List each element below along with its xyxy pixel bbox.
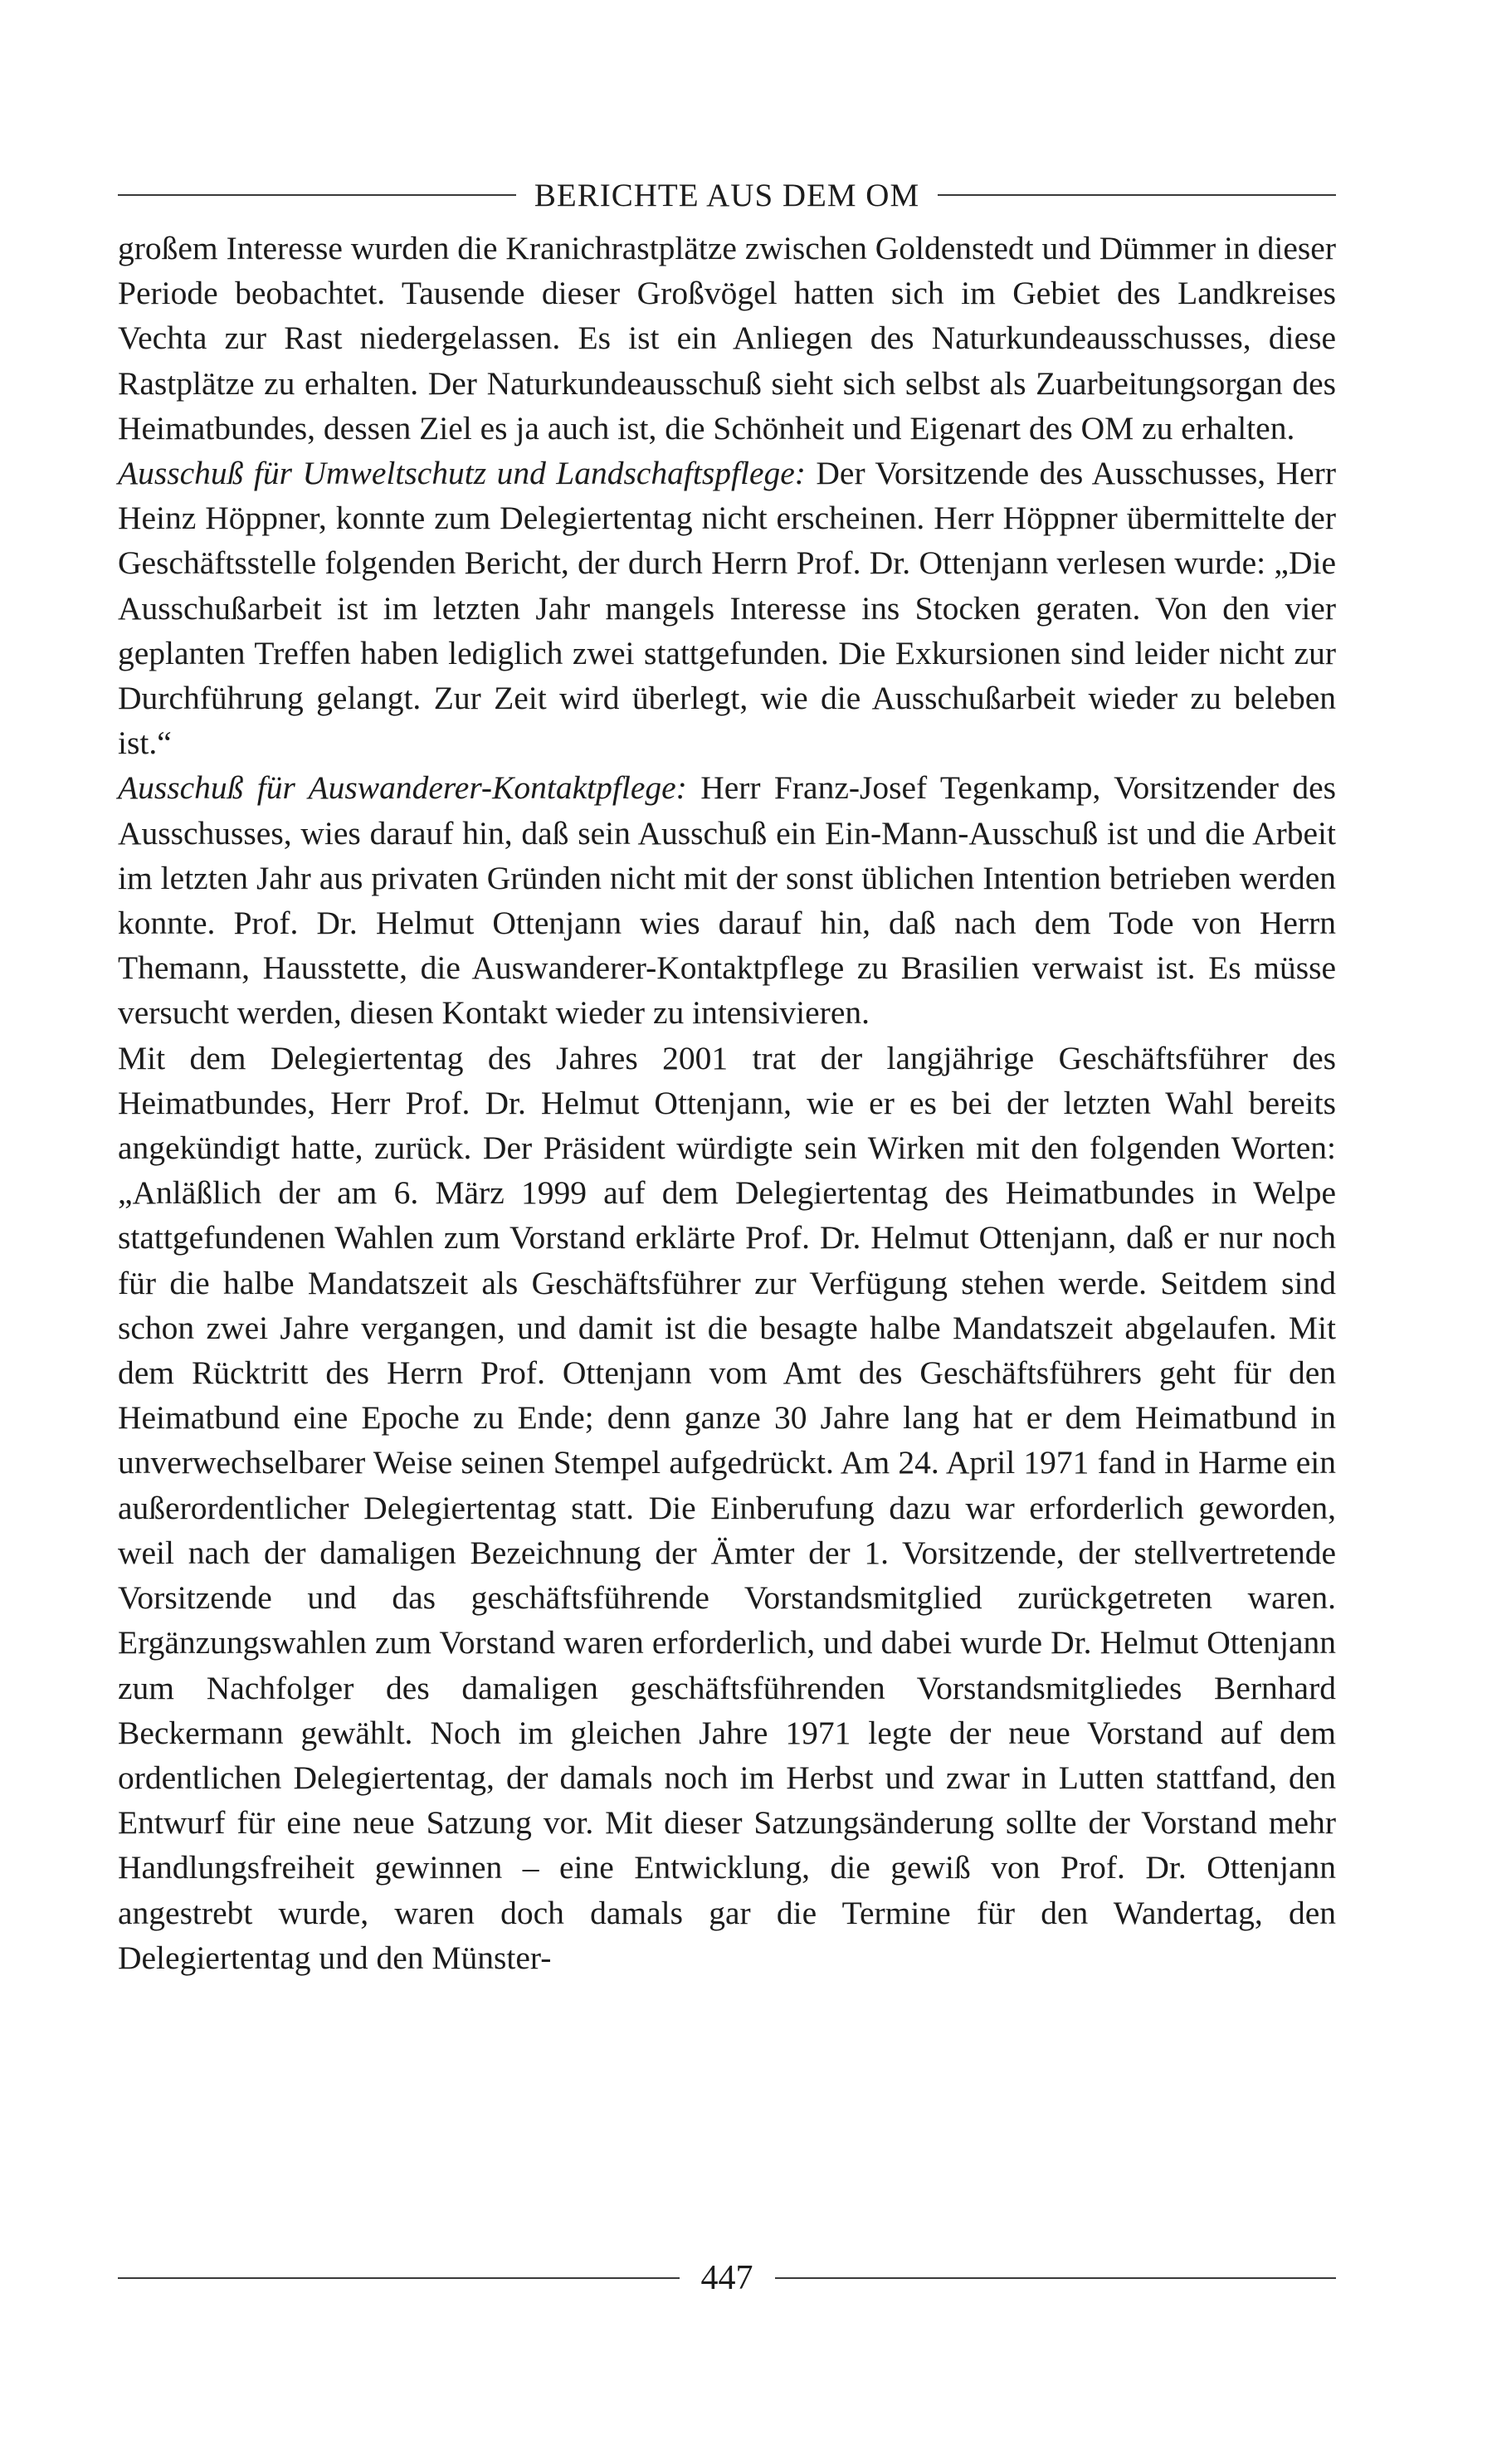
- paragraph-text: Mit dem Delegiertentag des Jahres 2001 trat der langjährige Geschäftsführer des Heimatbundes, Herr Prof. Dr. Helmut Ottenjann, wie er es bei der letzten Wahl bereits angekündigt hatte, zurück. Der Präsident würdigte sein Wirken mit den folgenden Worten: „Anläßlich der am 6. März 1999 auf dem Delegiertentag des Heimatbundes in Welpe stattgefundenen Wahlen zum Vorstand erklärte Prof. Dr. Helmut Ottenjann, daß er nur noch für die halbe Mandatszeit als Geschäftsführer zur Verfügung stehen werde. Seitdem sind schon zwei Jahre vergangen, und damit ist die besagte halbe Mandatszeit abgelaufen. Mit dem Rücktritt des Herrn Prof. Ottenjann vom Amt des Geschäftsführers geht für den Heimatbund eine Epoche zu Ende; denn ganze 30 Jahre lang hat er dem Heimatbund in unverwechselbarer Weise seinen Stempel aufgedrückt. Am 24. April 1971 fand in Harme ein außerordentlicher Delegiertentag statt. Die Einberufung dazu war erforderlich geworden, weil nach der damaligen Bezeichnung der Ämter der 1. Vorsitzende, der stellvertretende Vorsitzende und das geschäftsführende Vorstandsmitglied zurückgetreten waren. Ergänzungswahlen zum Vorstand waren erforderlich, und dabei wurde Dr. Helmut Ottenjann zum Nachfolger des damaligen geschäftsführenden Vorstandsmitgliedes Bernhard Beckermann gewählt. Noch im gleichen Jahre 1971 legte der neue Vorstand auf dem ordentlichen Delegiertentag, der damals noch im Herbst und zwar in Lutten stattfand, den Entwurf für eine neue Satzung vor. Mit dieser Satzungsänderung sollte der Vorstand mehr Handlungsfreiheit gewinnen – eine Entwicklung, die gewiß von Prof. Dr. Ottenjann angestrebt wurde, waren doch damals gar die Termine für den Wandertag, den Delegiertentag und den Münster-: [118, 1039, 1336, 1976]
- running-title: BERICHTE AUS DEM OM: [534, 177, 920, 213]
- paragraph-delegiertentag-2001: [118, 1036, 1336, 1980]
- body-text: [118, 226, 1336, 1980]
- header-rule-right: [938, 194, 1336, 196]
- paragraph-text: großem Interesse wurden die Kranichrastplätze zwischen Goldenstedt und Dümmer in dieser Periode beobachtet. Tausende dieser Großvögel hatten sich im Gebiet des Landkreises Vechta zur Rast niedergelassen. Es ist ein Anliegen des Naturkundeausschusses, diese Rastplätze zu erhalten. Der Naturkundeausschuß sieht sich selbst als Zuarbeitungsorgan des Heimatbundes, dessen Ziel es ja auch ist, die Schönheit und Eigenart des OM zu erhalten.: [118, 230, 1336, 446]
- paragraph-text: Herr Franz-Josef Tegenkamp, Vorsitzender des Ausschusses, wies darauf hin, daß sein Ausschuß ein Ein-Mann-Ausschuß ist und die Arbeit im letzten Jahr aus privaten Gründen nicht mit der sonst üblichen Intention betrieben werden konnte. Prof. Dr. Helmut Ottenjann wies darauf hin, daß nach dem Tode von Herrn Themann, Hausstette, die Auswanderer-Kontaktpflege zu Brasilien verwaist ist. Es müsse versucht werden, diesen Kontakt wieder zu intensivieren.: [118, 769, 1336, 1032]
- page-number: 447: [700, 2259, 753, 2297]
- header-rule-left: [118, 194, 516, 196]
- committee-heading-auswanderer: Ausschuß für Auswanderer-Kontaktpflege:: [118, 769, 687, 807]
- paragraph-text: Der Vorsitzende des Ausschusses, Herr Heinz Höppner, konnte zum Delegiertentag nicht erscheinen. Herr Höppner übermittelte der Geschäftsstelle folgenden Bericht, der durch Herrn Prof. Dr. Ottenjann verlesen wurde: „Die Ausschußarbeit ist im letzten Jahr mangels Interesse ins Stocken geraten. Von den vier geplanten Treffen haben lediglich zwei stattgefunden. Die Exkursionen sind leider nicht zur Durchführung gelangt. Zur Zeit wird überlegt, wie die Ausschußarbeit wieder zu beleben ist.“: [118, 455, 1336, 762]
- running-header: [118, 174, 1336, 216]
- paragraph-auswanderer: [118, 765, 1336, 1035]
- page-footer: [118, 2253, 1336, 2303]
- paragraph-naturkunde-continued: [118, 226, 1336, 451]
- committee-heading-umweltschutz: Ausschuß für Umweltschutz und Landschaftspflege:: [118, 455, 806, 492]
- footer-rule-left: [118, 2277, 680, 2279]
- paragraph-umweltschutz: [118, 451, 1336, 765]
- footer-rule-right: [775, 2277, 1337, 2279]
